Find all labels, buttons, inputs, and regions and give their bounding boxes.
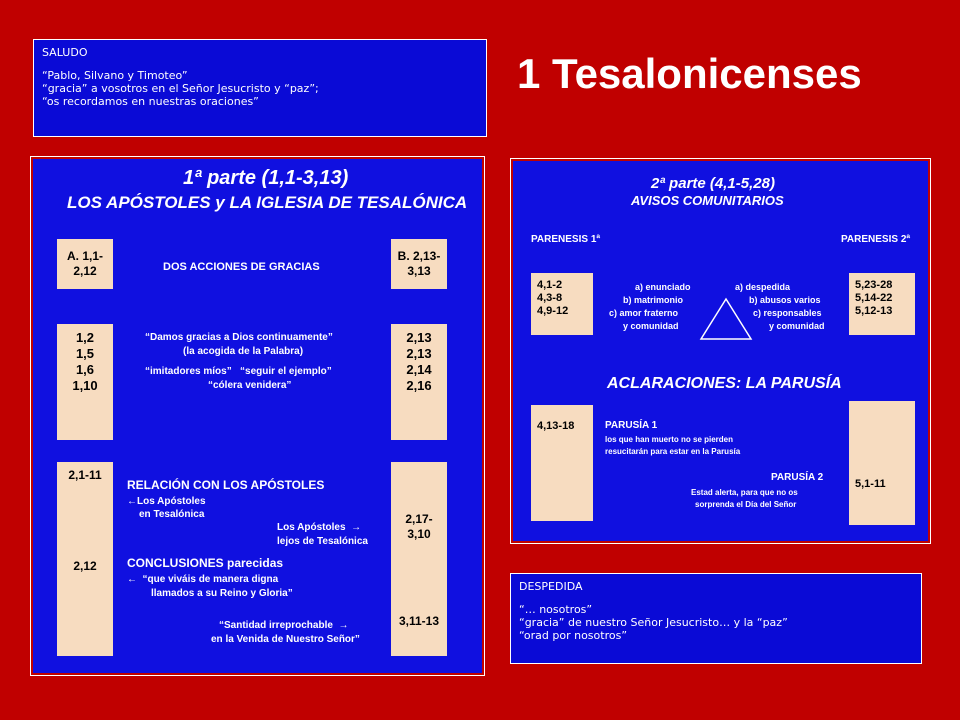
item-left: b) matrimonio <box>623 295 683 305</box>
concl-left-line: ← “que viváis de manera digna <box>127 574 279 585</box>
ref-box: A. 1,1- 2,12 <box>57 239 113 289</box>
relacion-label: RELACIÓN CON LOS APÓSTOLES <box>127 478 325 492</box>
parusia2-title: PARUSÍA 2 <box>771 472 824 483</box>
part2-title: 2ª parte (4,1-5,28) <box>651 175 775 192</box>
item-right: c) responsables <box>753 308 822 318</box>
ref-text: 2,17- 3,10 <box>405 512 433 541</box>
concl-right-line: “Santidad irreprochable → <box>219 620 349 631</box>
saludo-box <box>33 39 487 137</box>
parusia1-line: resucitarán para estar en la Parusía <box>605 447 741 456</box>
quote-line: (la acogida de la Palabra) <box>183 346 304 357</box>
despedida-heading: DESPEDIDA <box>519 580 583 593</box>
item-right: a) despedida <box>735 282 791 292</box>
despedida-line: “… nosotros” <box>519 603 593 616</box>
item-right: y comunidad <box>769 321 825 331</box>
item-left: y comunidad <box>623 321 679 331</box>
item-right: b) abusos varios <box>749 295 821 305</box>
ref-box: 5,23-28 5,14-22 5,12-13 <box>849 273 915 335</box>
concl-right-line: en la Venida de Nuestro Señor” <box>211 634 360 645</box>
saludo-line: “Pablo, Silvano y Timoteo” <box>42 69 188 82</box>
ref-text: 2,12 <box>73 559 97 573</box>
ref-box: 5,1-11 <box>849 401 915 525</box>
parusia2-line: sorprenda el Día del Señor <box>695 500 797 509</box>
ref-box: 1,2 1,5 1,6 1,10 <box>57 324 113 440</box>
rel-left-line: ←Los Apóstoles <box>127 496 206 507</box>
ref-box <box>391 462 447 656</box>
quote-line: “imitadores míos” “seguir el ejemplo” <box>145 366 332 377</box>
rel-right-line: Los Apóstoles → <box>277 522 362 533</box>
saludo-line: “gracia” a vosotros en el Señor Jesucristo y “paz”; <box>42 82 319 95</box>
aclaraciones-label: ACLARACIONES: LA PARUSÍA <box>607 375 842 392</box>
parusia1-title: PARUSÍA 1 <box>605 420 658 431</box>
ref-box <box>57 462 113 656</box>
ref-text: 2,1-11 <box>68 468 102 482</box>
quote-line: “cólera venidera” <box>208 380 292 391</box>
part2-subtitle: AVISOS COMUNITARIOS <box>631 193 784 208</box>
parusia1-line: los que han muerto no se pierden <box>605 435 734 444</box>
part1-subtitle: LOS APÓSTOLES y LA IGLESIA DE TESALÓNICA <box>67 193 468 212</box>
rel-left-line: en Tesalónica <box>139 509 205 520</box>
part2-panel <box>513 161 928 541</box>
page-title: 1 Tesalonicenses <box>517 50 862 97</box>
parusia2-line: Estad alerta, para que no os <box>691 488 798 497</box>
despedida-box <box>510 573 922 664</box>
concl-left-line: llamados a su Reino y Gloria” <box>151 588 293 599</box>
ref-box: B. 2,13- 3,13 <box>391 239 447 289</box>
ref-box: 4,1-2 4,3-8 4,9-12 <box>531 273 593 335</box>
dos-acciones-label: DOS ACCIONES DE GRACIAS <box>163 261 320 273</box>
triangle-icon <box>699 297 753 341</box>
item-left: c) amor fraterno <box>609 308 679 318</box>
ref-text: 3,11-13 <box>398 614 440 628</box>
quote-line: “Damos gracias a Dios continuamente” <box>145 332 333 343</box>
ref-box: 4,13-18 <box>531 405 593 521</box>
despedida-line: “orad por nosotros” <box>519 629 628 642</box>
parenesis-1-label: PARENESIS 1ª <box>531 234 601 245</box>
despedida-line: “gracia” de nuestro Señor Jesucristo… y la “paz” <box>519 616 788 629</box>
ref-box: 2,13 2,13 2,14 2,16 <box>391 324 447 440</box>
conclusiones-label: CONCLUSIONES parecidas <box>127 556 284 570</box>
rel-right-line: lejos de Tesalónica <box>277 536 368 547</box>
item-left: a) enunciado <box>635 282 691 292</box>
part1-panel <box>33 159 482 673</box>
part1-title: 1ª parte (1,1-3,13) <box>183 167 349 189</box>
saludo-heading: SALUDO <box>42 46 88 59</box>
parenesis-2-label: PARENESIS 2ª <box>841 234 911 245</box>
saludo-line: “os recordamos en nuestras oraciones” <box>42 95 259 108</box>
